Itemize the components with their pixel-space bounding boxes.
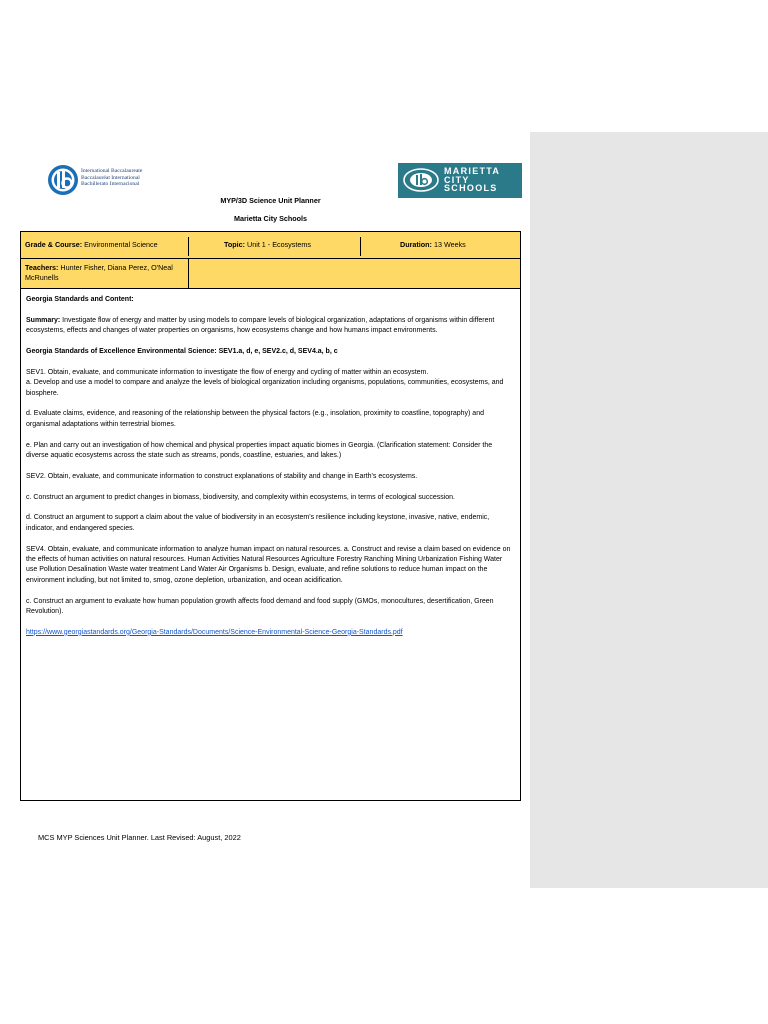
grade-course-value: Environmental Science [82,240,158,249]
summary-label: Summary: [26,316,61,324]
georgia-standards-link[interactable]: https://www.georgiastandards.org/Georgia-Standards/Documents/Science-Environmental-Science-Georgia-Standards.pdf [26,628,403,636]
teachers-value: Hunter Fisher, Diana Perez, O'Neal McRunells [25,263,173,282]
sev1-paragraph [26,368,515,399]
cell-divider [360,237,361,256]
section-heading: Georgia Standards and Content: [26,296,134,303]
unit-header-table [20,231,521,289]
duration-label: Duration: [400,240,432,249]
standards-heading: Georgia Standards of Excellence Environmental Science: SEV1.a, d, e, SEV2.c, d, SEV4.a, b, c [26,348,338,355]
ib-emblem-icon [47,164,79,196]
grade-course-label: Grade & Course: [25,240,83,249]
sev2c-paragraph: c. Construct an argument to predict changes in biomass, biodiversity, and complexity within ecosystems, in terms of ecological succession. [26,493,456,501]
teachers-label: Teachers: [25,263,59,272]
row-divider [21,258,520,259]
sev2d-paragraph: d. Construct an argument to support a claim about the value of biodiversity in an ecosystem's resilience including keystone, invasive, native, endemic, indicator, and endangered species. [26,514,490,532]
duration-cell [400,240,466,250]
document-title: MYP/3D Science Unit Planner [220,196,321,205]
sev1e-paragraph: e. Plan and carry out an investigation of how chemical and physical properties impact aquatic biomes in Georgia. (Clarification statement: Consider the diverse aquatic ecosystems across the state such as streams, ponds, coastline, estuaries, and lakes.) [26,441,493,460]
marietta-city-schools-logo [398,163,522,198]
summary-paragraph [26,316,515,337]
mcs-logo-text: MARIETTA CITY SCHOOLS [444,166,501,193]
ib-logo [47,164,177,198]
sev4c-paragraph: c. Construct an argument to evaluate how human population growth affects food demand and food supply (GMOs, monocultures, desertification, Green Revolution). [26,597,494,616]
standards-content-box [20,289,521,801]
page-footer: MCS MYP Sciences Unit Planner. Last Revised: August, 2022 [38,833,241,842]
sev1-text: SEV1. Obtain, evaluate, and communicate information to investigate the flow of energy and cycling of matter within an ecosystem. [26,368,429,376]
duration-value: 13 Weeks [431,240,466,249]
cell-divider [188,258,189,288]
sev2-paragraph: SEV2. Obtain, evaluate, and communicate information to construct explanations of stability and change in Earth's ecosystems. [26,472,418,480]
ib-logo-text: International Baccalaureate Baccalauréat International Bachillerato Internacional [81,168,143,188]
ib-emblem-icon [403,167,439,193]
cell-divider [188,237,189,256]
summary-text: Investigate flow of energy and matter by using models to compare levels of biological organization, adaptations of organisms within different ecosystems, effects and changes of water properties on organisms, how ecosystems change and how humans impact environments. [26,316,495,335]
comment-pane [530,132,768,888]
sev1a-text: a. Develop and use a model to compare and analyze the levels of biological organization including organisms, populations, communities, ecosystems, and biosphere. [26,379,504,397]
topic-cell [224,240,311,250]
document-subtitle: Marietta City Schools [233,214,308,223]
teachers-cell [25,263,175,283]
topic-value: Unit 1 - Ecosystems [245,240,311,249]
grade-course-cell [25,240,158,250]
topic-label: Topic: [224,240,246,249]
sev1d-paragraph: d. Evaluate claims, evidence, and reasoning of the relationship between the physical factors (e.g., insolation, proximity to coastline, topography) and organismal adaptations within terrestrial biomes. [26,410,484,428]
sev4-paragraph: SEV4. Obtain, evaluate, and communicate information to analyze human impact on natural resources. a. Construct and revise a claim based on evidence on the effects of human activities on natural resources. Human Activities Natural Resources Agriculture Forestry Ranching Mining Urbanization Fishing Water use Pollution Desalination Waste water treatment Land Water Air Organisms b. Design, evaluate, and refine solutions to reduce human impact on the environment including, but not limited to, smog, ozone depletion, urbanization, and ocean acidification. [26,545,511,584]
